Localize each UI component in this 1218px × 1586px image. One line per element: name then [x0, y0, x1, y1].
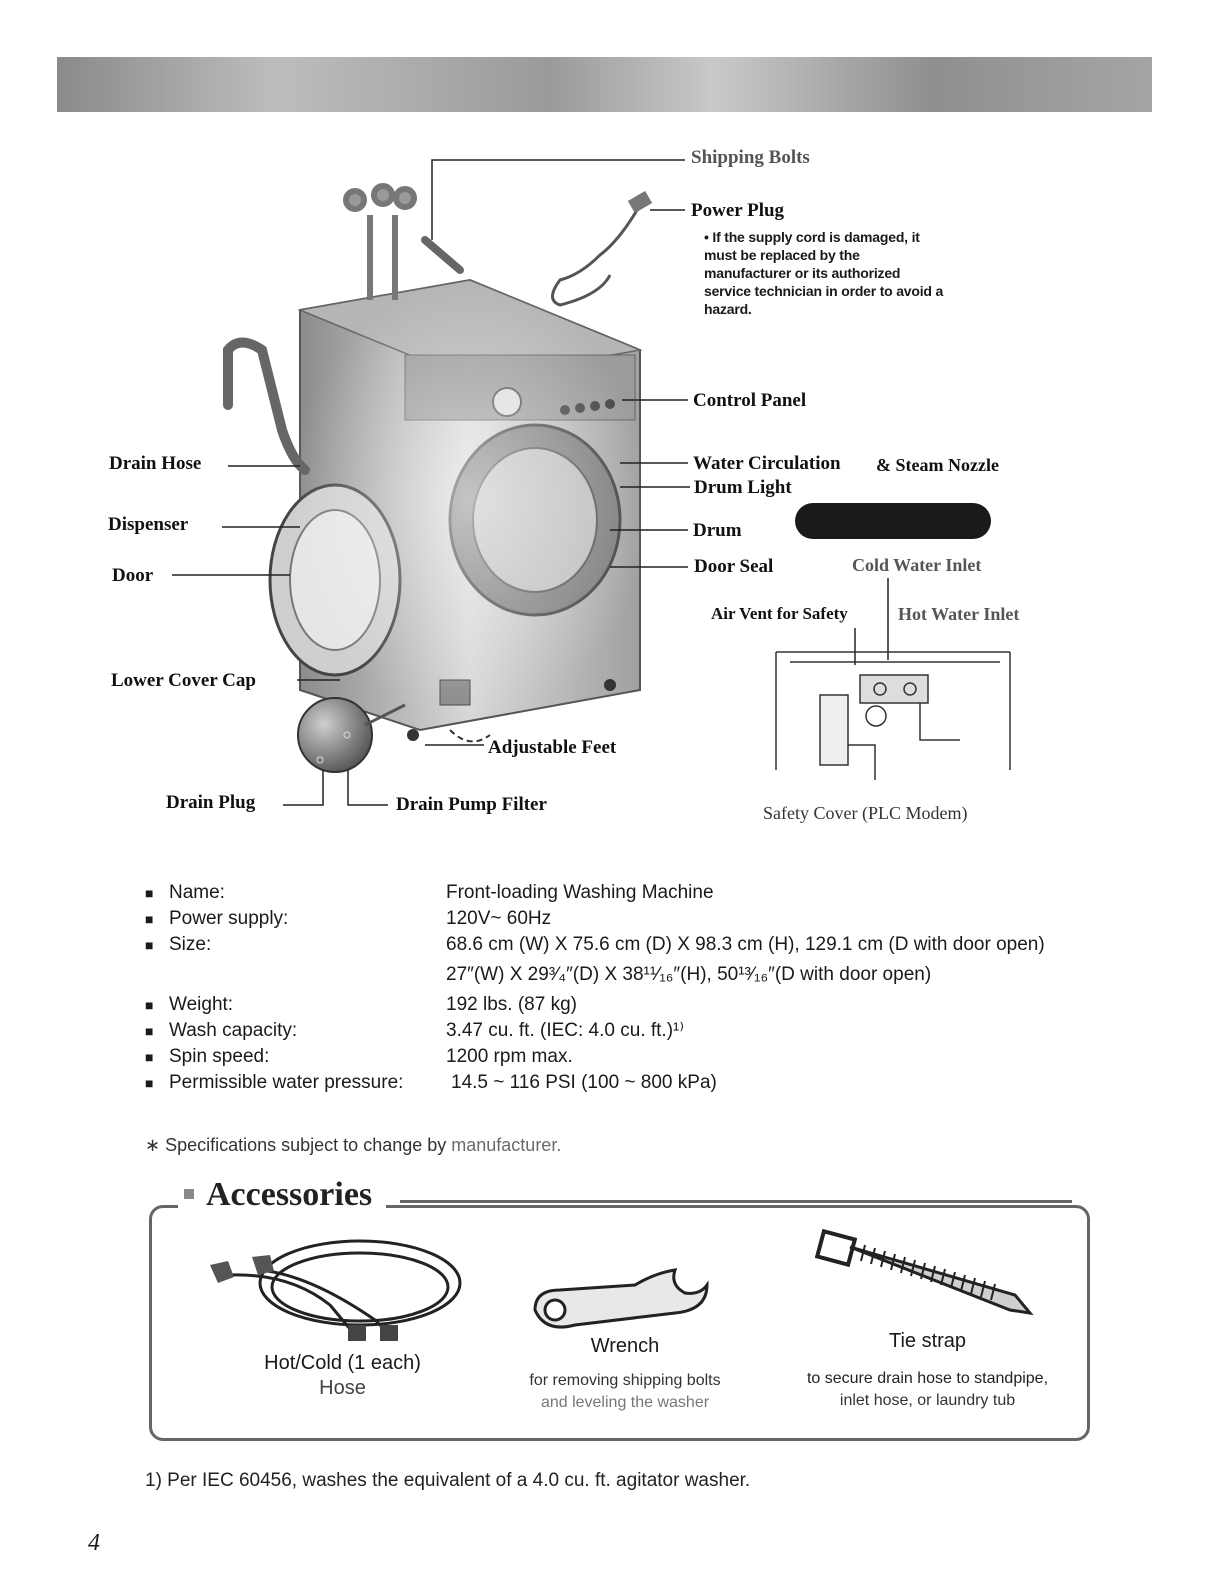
bullet-icon: ■ — [145, 911, 154, 927]
label-air-vent: Air Vent for Safety — [711, 604, 848, 623]
spec-value: 1200 rpm max. — [446, 1046, 573, 1067]
footnote: 1) Per IEC 60456, washes the equivalent of a 4.0 cu. ft. agitator washer. — [145, 1470, 751, 1491]
label-hot-water-inlet: Hot Water Inlet — [898, 604, 1020, 624]
spec-value: 68.6 cm (W) X 75.6 cm (D) X 98.3 cm (H), 129.1 cm (D with door open) — [446, 934, 1045, 955]
header-bar — [57, 57, 1152, 112]
dark-badge — [795, 503, 991, 539]
label-steam-nozzle: & Steam Nozzle — [876, 455, 999, 475]
spec-key: Power supply: — [169, 908, 289, 929]
spec-value: 14.5 ~ 116 PSI (100 ~ 800 kPa) — [451, 1072, 717, 1093]
spec-value: 3.47 cu. ft. (IEC: 4.0 cu. ft.)¹⁾ — [446, 1020, 685, 1041]
drain-hose-shape — [228, 343, 305, 471]
power-cord-shape — [553, 205, 641, 305]
bullet-icon: ■ — [145, 885, 154, 901]
bullet-icon: ■ — [145, 997, 154, 1013]
spec-key: Wash capacity: — [169, 1020, 298, 1041]
square-bullet-icon — [184, 1189, 194, 1199]
spec-key: Name: — [169, 882, 225, 903]
tie-strap-desc-line2: inlet hose, or laundry tub — [839, 1392, 1016, 1409]
lower-cover-cap-shape — [298, 698, 372, 772]
disclaimer-text-light: manufacturer. — [451, 1135, 562, 1155]
label-water-circulation: Water Circulation — [693, 453, 841, 474]
label-door: Door — [112, 565, 154, 586]
tie-strap-desc-line1: to secure drain hose to standpipe, — [806, 1370, 1049, 1387]
washer-body — [270, 280, 650, 741]
hose-label: Hot/Cold (1 each) — [264, 1352, 421, 1374]
spec-value: 120V~ 60Hz — [446, 908, 552, 929]
label-safety-cover: Safety Cover (PLC Modem) — [763, 803, 968, 823]
accessories-title — [178, 1176, 386, 1214]
tie-strap-label: Tie strap — [888, 1330, 967, 1352]
hose-sublabel: Hose — [319, 1377, 366, 1399]
wrench-icon — [525, 1255, 710, 1335]
bullet-icon: ■ — [145, 937, 154, 953]
inlet-hoses — [346, 186, 414, 300]
label-shipping-bolts: Shipping Bolts — [691, 147, 810, 168]
label-door-seal: Door Seal — [694, 556, 774, 577]
label-dispenser: Dispenser — [108, 514, 189, 535]
label-control-panel: Control Panel — [693, 390, 807, 411]
spec-key: Permissible water pressure: — [169, 1072, 404, 1093]
label-cold-water-inlet: Cold Water Inlet — [852, 555, 982, 575]
spec-value: 27″(W) X 29³⁄₄″(D) X 38¹¹⁄₁₆″(H), 50¹³⁄₁₆″(D with door open) — [446, 964, 932, 985]
page-number: 4 — [88, 1530, 100, 1556]
label-drain-hose: Drain Hose — [109, 453, 202, 474]
spec-key: Weight: — [169, 994, 234, 1015]
label-drain-plug: Drain Plug — [166, 792, 256, 813]
disclaimer-text: ∗ Specifications subject to change by — [145, 1135, 452, 1155]
spec-value: Front-loading Washing Machine — [446, 882, 714, 903]
label-adjustable-feet: Adjustable Feet — [488, 737, 617, 758]
wrench-desc-line2: and leveling the washer — [540, 1394, 710, 1411]
label-lower-cover-cap: Lower Cover Cap — [111, 670, 256, 691]
accessories-rule — [400, 1200, 1072, 1203]
bullet-icon: ■ — [145, 1075, 154, 1091]
label-drum: Drum — [693, 520, 742, 541]
disclaimer — [145, 1135, 561, 1156]
label-power-plug: Power Plug — [691, 200, 785, 221]
spec-key: Spin speed: — [169, 1046, 270, 1067]
shipping-bolt-shape — [425, 240, 460, 270]
label-drain-pump-filter: Drain Pump Filter — [396, 794, 547, 815]
tie-strap-icon — [815, 1225, 1035, 1320]
spec-value: 192 lbs. (87 kg) — [446, 994, 577, 1015]
power-plug-note: • If the supply cord is damaged, it must be replaced by the manufacturer or its authorized service technician in order to avoid a hazard. — [704, 229, 944, 317]
safety-cover-inset — [776, 652, 1010, 780]
bullet-icon: ■ — [145, 1023, 154, 1039]
bullet-icon: ■ — [145, 1049, 154, 1065]
accessories-title-text: Accessories — [206, 1176, 373, 1213]
hose-icon — [200, 1225, 475, 1350]
label-drum-light: Drum Light — [694, 477, 792, 498]
spec-key: Size: — [169, 934, 212, 955]
wrench-label: Wrench — [590, 1335, 660, 1357]
wrench-desc-line1: for removing shipping bolts — [529, 1372, 721, 1389]
